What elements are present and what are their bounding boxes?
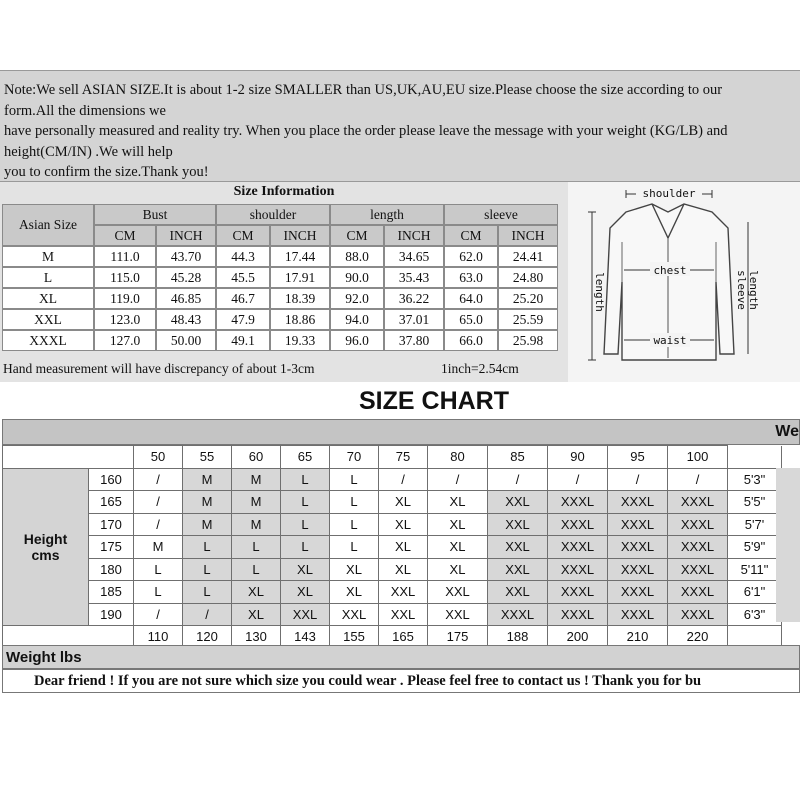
unit-cm: CM <box>330 225 384 246</box>
size-chart-title: SIZE CHART <box>359 387 509 415</box>
height-label: Height <box>23 530 68 547</box>
measurement-cell: 46.7 <box>216 288 270 309</box>
size-cell: L <box>281 468 330 491</box>
size-information-table <box>2 204 558 351</box>
size-cell: XXL <box>428 581 488 604</box>
size-cell: L <box>281 491 330 514</box>
size-cell: XXXL <box>668 581 728 604</box>
height-cm-cell: 160 <box>89 468 134 491</box>
asian-size-cell: XL <box>2 288 94 309</box>
kg-value-cell: 50 <box>134 446 183 469</box>
unit-cm: CM <box>216 225 270 246</box>
height-ft-cell: 5'11" <box>728 558 782 581</box>
height-row <box>3 558 782 581</box>
height-ft-cell: 5'3" <box>728 468 782 491</box>
size-cell: XXL <box>330 603 379 626</box>
size-chart-rows <box>3 446 782 649</box>
unit-cm: CM <box>444 225 498 246</box>
contact-message: Dear friend ! If you are not sure which size you could wear . Please feel free to contact us ! Thank you for bu <box>34 673 702 689</box>
height-cm-cell: 165 <box>89 491 134 514</box>
kg-value-cell: 70 <box>330 446 379 469</box>
bust-header: Bust <box>94 204 216 225</box>
measurement-cell: 46.85 <box>156 288 216 309</box>
measurement-cell: 25.59 <box>498 309 558 330</box>
measurement-cell: 17.91 <box>270 267 330 288</box>
size-cell: XXL <box>488 513 548 536</box>
size-cell: L <box>281 536 330 559</box>
height-ft-cell: 5'7' <box>728 513 782 536</box>
size-cell: XXXL <box>608 581 668 604</box>
size-cell: / <box>428 468 488 491</box>
unit-inch: INCH <box>156 225 216 246</box>
height-cm-cell: 185 <box>89 581 134 604</box>
size-cell: XL <box>232 581 281 604</box>
size-cell: XL <box>281 581 330 604</box>
measurement-cell: 94.0 <box>330 309 384 330</box>
lbs-value-cell: 175 <box>428 626 488 649</box>
size-cell: M <box>183 491 232 514</box>
size-cell: XXXL <box>608 603 668 626</box>
size-cell: / <box>183 603 232 626</box>
size-cell: XXXL <box>668 603 728 626</box>
lbs-value-cell: 120 <box>183 626 232 649</box>
size-cell: M <box>134 536 183 559</box>
sleeve-length-label: length <box>747 270 760 310</box>
measurement-cell: 24.80 <box>498 267 558 288</box>
size-cell: L <box>330 536 379 559</box>
size-cell: XL <box>428 558 488 581</box>
size-cell: XXXL <box>548 603 608 626</box>
shirt-measurement-diagram <box>568 182 800 382</box>
kg-value-cell: 85 <box>488 446 548 469</box>
measurement-cell: 90.0 <box>330 267 384 288</box>
size-cell: L <box>330 491 379 514</box>
size-cell: / <box>548 468 608 491</box>
size-cell: M <box>232 491 281 514</box>
size-cell: XL <box>428 536 488 559</box>
size-cell: XL <box>281 558 330 581</box>
measurement-cell: 18.39 <box>270 288 330 309</box>
size-cell: XXL <box>488 491 548 514</box>
lbs-value-cell: 130 <box>232 626 281 649</box>
lbs-value-cell: 220 <box>668 626 728 649</box>
unit-inch: INCH <box>384 225 444 246</box>
size-cell: XXL <box>379 581 428 604</box>
kg-value-cell: 95 <box>608 446 668 469</box>
kg-value-cell: 90 <box>548 446 608 469</box>
measurement-cell: 111.0 <box>94 246 156 267</box>
size-cell: L <box>134 581 183 604</box>
size-cell: / <box>379 468 428 491</box>
height-cm-cell: 190 <box>89 603 134 626</box>
kg-value-cell: 65 <box>281 446 330 469</box>
measurement-cell: 43.70 <box>156 246 216 267</box>
size-cell: L <box>232 536 281 559</box>
size-info-row <box>2 330 558 351</box>
blank-cell <box>728 446 782 469</box>
kg-value-cell: 80 <box>428 446 488 469</box>
asian-size-cell: XXXL <box>2 330 94 351</box>
measurement-cell: 17.44 <box>270 246 330 267</box>
height-label-cell <box>3 468 89 626</box>
size-cell: XXXL <box>608 558 668 581</box>
size-cell: XXL <box>488 558 548 581</box>
size-info-row <box>2 246 558 267</box>
shoulder-header: shoulder <box>216 204 330 225</box>
size-info-row <box>2 309 558 330</box>
size-cell: XXXL <box>668 491 728 514</box>
length-header: length <box>330 204 444 225</box>
kg-value-cell: 55 <box>183 446 232 469</box>
lbs-value-cell: 110 <box>134 626 183 649</box>
size-info-row <box>2 267 558 288</box>
lbs-value-cell: 200 <box>548 626 608 649</box>
measurement-cell: 50.00 <box>156 330 216 351</box>
measurement-cell: 115.0 <box>94 267 156 288</box>
size-cell: XL <box>379 491 428 514</box>
size-cell: XXXL <box>608 513 668 536</box>
height-ft-cell: 5'9" <box>728 536 782 559</box>
height-cm-cell: 180 <box>89 558 134 581</box>
size-cell: L <box>232 558 281 581</box>
measurement-cell: 119.0 <box>94 288 156 309</box>
measurement-cell: 44.3 <box>216 246 270 267</box>
size-info-row <box>2 288 558 309</box>
height-row <box>3 603 782 626</box>
hand-measurement-note: Hand measurement will have discrepancy of about 1-3cm <box>3 361 315 376</box>
kg-value-cell: 60 <box>232 446 281 469</box>
measurement-cell: 62.0 <box>444 246 498 267</box>
weight-lbs-label: Weight lbs <box>6 649 82 666</box>
chest-label: chest <box>653 264 687 277</box>
size-cell: XXXL <box>548 581 608 604</box>
size-cell: XXXL <box>548 513 608 536</box>
size-cell: M <box>183 468 232 491</box>
asian-size-cell: M <box>2 246 94 267</box>
measurement-cell: 18.86 <box>270 309 330 330</box>
size-cell: L <box>330 513 379 536</box>
size-cell: / <box>668 468 728 491</box>
asian-size-cell: XXL <box>2 309 94 330</box>
size-cell: XXL <box>428 603 488 626</box>
lbs-value-cell: 165 <box>379 626 428 649</box>
corner-cell <box>3 446 134 469</box>
size-cell: / <box>134 513 183 536</box>
sleeve-label: sleeve <box>735 270 748 310</box>
note-line: form.All the dimensions we <box>4 102 166 119</box>
height-row <box>3 581 782 604</box>
size-cell: L <box>330 468 379 491</box>
size-cell: XL <box>379 558 428 581</box>
note-line: Note:We sell ASIAN SIZE.It is about 1-2 size SMALLER than US,UK,AU,EU size.Please choose the size according to our <box>4 82 723 98</box>
height-cm-cell: 170 <box>89 513 134 536</box>
asian-size-header: Asian Size <box>2 204 94 246</box>
measurement-cell: 24.41 <box>498 246 558 267</box>
size-chart-table <box>2 445 782 649</box>
size-cell: XXL <box>281 603 330 626</box>
height-cm-cell: 175 <box>89 536 134 559</box>
size-info-rows <box>2 246 558 351</box>
measurement-cell: 64.0 <box>444 288 498 309</box>
height-row <box>3 513 782 536</box>
measurement-cell: 92.0 <box>330 288 384 309</box>
waist-label: waist <box>653 334 687 347</box>
measurement-cell: 19.33 <box>270 330 330 351</box>
size-cell: XXXL <box>488 603 548 626</box>
size-cell: XXXL <box>608 536 668 559</box>
measurement-cell: 47.9 <box>216 309 270 330</box>
measurement-cell: 37.80 <box>384 330 444 351</box>
lbs-value-cell: 143 <box>281 626 330 649</box>
measurement-cell: 45.28 <box>156 267 216 288</box>
measurement-cell: 96.0 <box>330 330 384 351</box>
height-row <box>3 536 782 559</box>
size-cell: L <box>183 558 232 581</box>
size-cell: XXL <box>488 581 548 604</box>
height-ft-cell: 6'1" <box>728 581 782 604</box>
measurement-cell: 49.1 <box>216 330 270 351</box>
measurement-cell: 127.0 <box>94 330 156 351</box>
chart-right-strip <box>776 468 800 622</box>
size-cell: M <box>183 513 232 536</box>
size-cell: XXXL <box>668 558 728 581</box>
height-ft-cell: 5'5" <box>728 491 782 514</box>
unit-inch: INCH <box>270 225 330 246</box>
lbs-value-cell: 155 <box>330 626 379 649</box>
size-cell: / <box>134 603 183 626</box>
size-cell: XXL <box>488 536 548 559</box>
contact-message-bar <box>2 669 800 693</box>
lbs-value-cell: 188 <box>488 626 548 649</box>
asian-size-cell: L <box>2 267 94 288</box>
height-ft-cell: 6'3" <box>728 603 782 626</box>
measurement-cell: 25.20 <box>498 288 558 309</box>
size-cell: M <box>232 513 281 536</box>
size-cell: L <box>281 513 330 536</box>
measurement-cell: 45.5 <box>216 267 270 288</box>
inch-conversion-note: 1inch=2.54cm <box>441 361 519 376</box>
size-cell: L <box>183 581 232 604</box>
height-row <box>3 491 782 514</box>
note-line: you to confirm the size.Thank you! <box>4 164 209 180</box>
size-cell: XL <box>428 491 488 514</box>
measurement-cell: 35.43 <box>384 267 444 288</box>
kg-value-cell: 75 <box>379 446 428 469</box>
size-cell: XL <box>428 513 488 536</box>
weight-kg-header-bar <box>2 419 800 445</box>
length-label: length <box>593 272 606 312</box>
shoulder-label: shoulder <box>642 187 696 200</box>
size-cell: / <box>134 491 183 514</box>
measurement-cell: 66.0 <box>444 330 498 351</box>
measurement-cell: 37.01 <box>384 309 444 330</box>
size-cell: / <box>488 468 548 491</box>
size-information-title: Size Information <box>233 184 335 199</box>
size-cell: XXL <box>379 603 428 626</box>
note-line: have personally measured and reality try. When you place the order please leave the message with your weight (KG/LB) and <box>4 123 728 139</box>
size-cell: XXXL <box>548 536 608 559</box>
size-cell: L <box>183 536 232 559</box>
note-line: height(CM/IN) .We will help <box>4 143 173 160</box>
size-cell: XL <box>379 536 428 559</box>
shirt-diagram-svg <box>568 182 800 382</box>
measurement-cell: 123.0 <box>94 309 156 330</box>
unit-cm: CM <box>94 225 156 246</box>
size-cell: XL <box>330 581 379 604</box>
size-cell: L <box>134 558 183 581</box>
size-note <box>0 70 800 182</box>
size-cell: XXXL <box>668 513 728 536</box>
lbs-value-cell: 210 <box>608 626 668 649</box>
sleeve-header: sleeve <box>444 204 558 225</box>
kg-value-cell: 100 <box>668 446 728 469</box>
measurement-cell: 36.22 <box>384 288 444 309</box>
size-cell: M <box>232 468 281 491</box>
unit-inch: INCH <box>498 225 558 246</box>
size-cell: / <box>134 468 183 491</box>
height-unit-label: cms <box>31 546 60 563</box>
size-cell: XXXL <box>668 536 728 559</box>
measurement-cell: 48.43 <box>156 309 216 330</box>
measurement-cell: 25.98 <box>498 330 558 351</box>
measurement-cell: 34.65 <box>384 246 444 267</box>
kg-header-row <box>3 446 782 469</box>
size-cell: XXXL <box>548 491 608 514</box>
size-cell: / <box>608 468 668 491</box>
measurement-cell: 63.0 <box>444 267 498 288</box>
size-cell: XXXL <box>548 558 608 581</box>
size-cell: XL <box>232 603 281 626</box>
weight-lbs-footer-bar <box>2 645 800 669</box>
measurement-cell: 88.0 <box>330 246 384 267</box>
weight-kg-label: We <box>775 423 799 440</box>
measurement-cell: 65.0 <box>444 309 498 330</box>
height-row <box>3 468 782 491</box>
size-cell: XL <box>330 558 379 581</box>
size-cell: XL <box>379 513 428 536</box>
size-cell: XXXL <box>608 491 668 514</box>
size-info-header-row <box>2 204 558 225</box>
